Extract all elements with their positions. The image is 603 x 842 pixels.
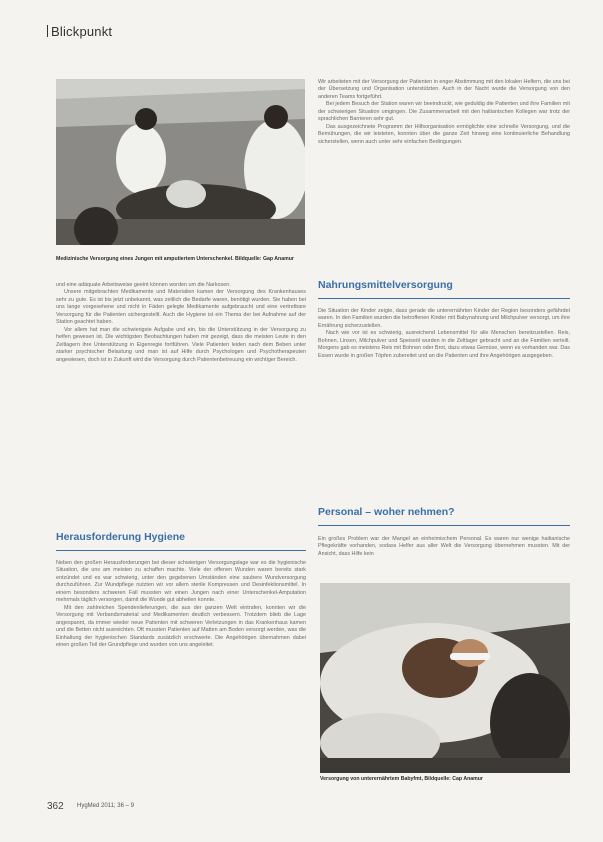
heading-nutrition-rule: [318, 298, 570, 299]
paragraph: Ein großes Problem war der Mangel an einheimischem Personal. Es waren nur wenige haitianische Pflegekräfte vorhanden, sodass Helfer aus aller Welt die Versorgung übernehmen mussten. Mit der Ansicht, dass Hilfe kein: [318, 536, 570, 557]
paragraph: Mit den zahlreichen Spendenlieferungen, die aus der ganzen Welt eintrafen, konnten wir die Versorgung mit Verbandsmaterial und Medikamenten deutlich verbessern. Trotzdem blieb die Lage angespannt, da immer wieder neue Patienten mit schweren Verletzungen in das Krankenhaus kamen und die Betten nicht ausreichten. Oft mussten Patienten auf Matten am Boden versorgt werden, was die Einhaltung der hygienischen Standards zusätzlich erschwerte. Die Angehörigen übernahmen dabei einen großen Teil der Grundpflege und wurden von uns angeleitet.: [56, 604, 306, 648]
paragraph: Unsere mitgebrachten Medikamente und Materialien kamen der Versorgung des Krankenhauses sehr zu gute. Es ist bis jetzt unbekannt, was zeitlich die Bedarfe waren, benötigt wurden. Sie haben bei uns lange vorgesehene und nicht in Fäden gelegte Medikamente aufgebraucht und eine vertretbare Versorgung für die Patienten sichergestellt. Auch die Hygiene ist ein Thema der bei Aufnahme auf der Station geachtet haben.: [56, 289, 306, 326]
photo2-caption: Versorgung von unterernährtem Babyfmt, Bildquelle: Cap Anamur: [320, 776, 483, 782]
paragraph: Die Situation der Kinder zeigte, dass gerade die unterernährten Kinder der Region besonders gefährdet waren. In den Familien wurden die betroffenen Kinder mit Babynahrung und Milchpulver versorgt, um ihre Ernährung sicherzustellen.: [318, 308, 570, 329]
paragraph: Neben den großen Herausforderungen bei dieser schwierigen Versorgungslage war es die hygienische Situation, die uns am meisten zu schaffen machte. Viele der offenen Wunden waren bereits stark entzündet und es war schwierig, unter den gegebenen Umständen eine saubere Wundversorgung durchzuführen. Zur Wundpflege nutzten wir vor allem sterile Kompressen und Desinfektionsmittel. In einem besonders schweren Fall mussten wir einen Jungen nach einer Unterschenkel-Amputation mehrmals täglich versorgen, damit die Wunde gut abheilen konnte.: [56, 560, 306, 604]
paragraph: Bei jedem Besuch der Station waren wir beeindruckt, wie geduldig die Patienten und ihre Familien mit der schwierigen Situation umgingen. Die Zusammenarbeit mit den haitianischen Kollegen war trotz der sprachlichen Barrieren sehr gut.: [318, 101, 570, 123]
heading-hygiene-rule: [56, 550, 306, 551]
section-title: Blickpunkt: [51, 24, 113, 39]
right-personal: [318, 536, 570, 558]
paragraph: Nach wie vor ist es schwierig, ausreichend Lebensmittel für alle Menschen bereitzustellen. Reis, Bohnen, Linsen, Milchpulver und Speiseöl wurden in die Zeltlager gebracht und an die Familien verteilt. Morgens gab es meistens Reis mit Bohnen oder Brot, dazu etwas Gemüse, wenn es vorhanden war. Das Essen wurde in großen Töpfen zubereitet und an die Patienten und ihre Angehörigen ausgegeben.: [318, 330, 570, 359]
paragraph: Vor allem hat man die schwierigste Aufgabe und ein, bis die Unterstützung in der Versorgung zu helfen gewesen ist. Die wichtigsten Beobachtungen haben mir gezeigt, dass die meisten Leute in den Zeltlagern ihre Unterstützung in Eigenregie fortführen. Viele Patienten leiden nach dem Beben unter starker psychischer Belastung und man ist auf Hilfe durch Psychologen und Psychotherapeuten angewiesen, doch ist in Zukunft wird die Versorgung durch Patientenbetreuung ein wichtiger Bereich.: [56, 326, 306, 363]
paragraph: Das ausgezeichnete Programm der Hilfsorganisation ermöglichte eine schnelle Versorgung, und die Bemühungen, die wir leisteten, konnten über die ganze Zeit hinweg eine kontinuierliche Behandlung sicherstellen, wenn auch unter sehr einfachen Bedingungen.: [318, 123, 570, 145]
left-intro: [56, 282, 306, 364]
heading-personal: Personal – woher nehmen?: [318, 506, 455, 518]
section-bar: [47, 25, 48, 37]
journal-reference: HygMed 2011; 36 – 9: [77, 803, 134, 809]
section-label: [47, 24, 112, 39]
page-number: 362: [47, 801, 64, 812]
heading-personal-rule: [318, 525, 570, 526]
paragraph: Wir arbeiteten mit der Versorgung der Patienten in enger Abstimmung mit den lokalen Helfern, die uns bei der Übersetzung und Organisation unterstützten. Auch in der Nacht wurde die Versorgung von den anderen Teams fortgeführt.: [318, 79, 570, 100]
photo-boy-amputation: [56, 79, 305, 245]
photo-baby-care: [320, 583, 570, 773]
heading-hygiene: Herausforderung Hygiene: [56, 531, 185, 543]
left-body: [56, 560, 306, 649]
right-nutrition: [318, 308, 570, 360]
heading-nutrition: Nahrungsmittelversorgung: [318, 279, 453, 291]
paragraph: und eine adäquate Arbeitsweise geeint können worden um die Narkosen.: [56, 282, 231, 288]
photo1-caption: Medizinische Versorgung eines Jungen mit amputiertem Unterschenkel. Bildquelle: Gap Anamur: [56, 256, 294, 262]
right-top: [318, 79, 570, 146]
